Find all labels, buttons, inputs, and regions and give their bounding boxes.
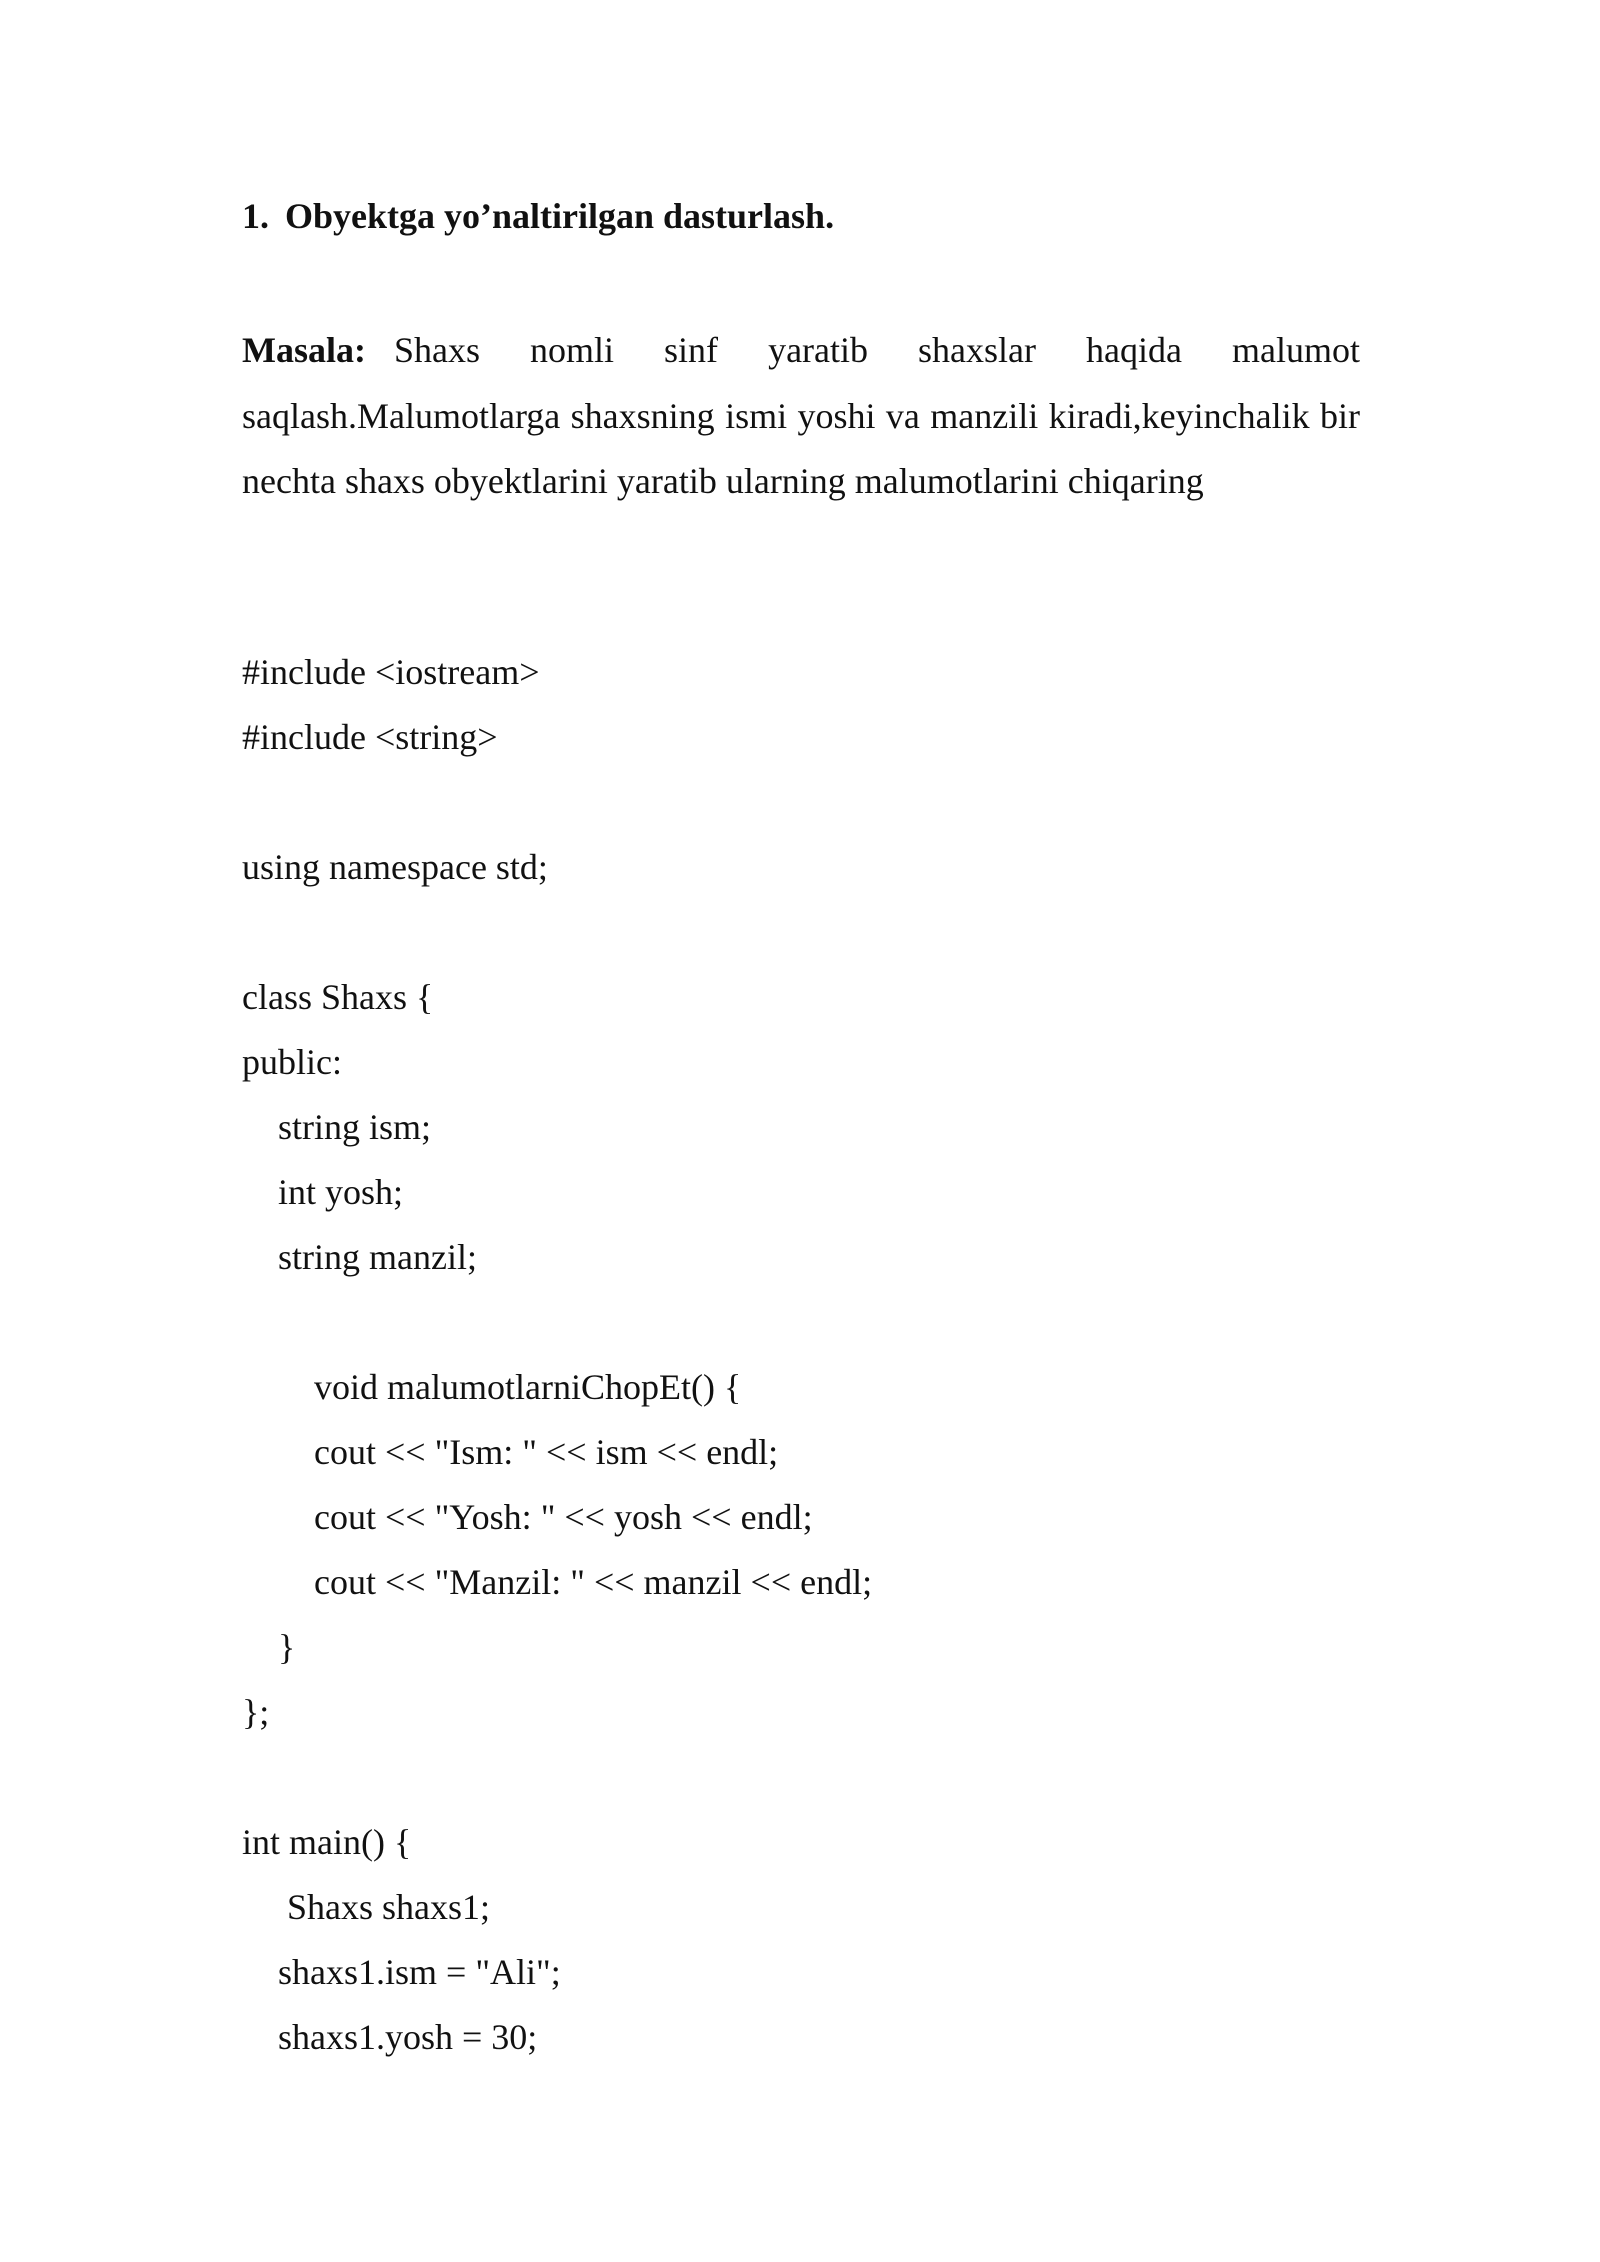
code-line: #include <string> xyxy=(242,717,498,757)
section-heading xyxy=(242,192,834,240)
code-line: }; xyxy=(242,1692,270,1732)
code-line: shaxs1.yosh = 30; xyxy=(242,2017,538,2057)
task-label: Masala: xyxy=(242,330,366,370)
code-line: string manzil; xyxy=(242,1237,477,1277)
code-line: void malumotlarniChopEt() { xyxy=(242,1367,742,1407)
task-text: Shaxs nomli sinf yaratib shaxslar haqida malumot saqlash.Malumotlarga shaxsning ismi yoshi va manzili kiradi,keyinchalik bir nechta shaxs obyektlarini yaratib ularning malumotlarini chiqaring xyxy=(242,330,1360,501)
code-line: Shaxs shaxs1; xyxy=(242,1887,491,1927)
section-number: 1. xyxy=(242,196,269,236)
code-line: using namespace std; xyxy=(242,847,548,887)
code-line: shaxs1.ism = "Ali"; xyxy=(242,1952,561,1992)
code-line: #include <iostream> xyxy=(242,652,540,692)
code-line: string ism; xyxy=(242,1107,432,1147)
code-line: cout << "Ism: " << ism << endl; xyxy=(242,1432,779,1472)
code-line: public: xyxy=(242,1042,342,1082)
code-line: int yosh; xyxy=(242,1172,404,1212)
code-line: cout << "Manzil: " << manzil << endl; xyxy=(242,1562,873,1602)
task-paragraph xyxy=(242,318,1360,515)
code-line: cout << "Yosh: " << yosh << endl; xyxy=(242,1497,813,1537)
code-line: class Shaxs { xyxy=(242,977,434,1017)
section-title: Obyektga yo’naltirilgan dasturlash. xyxy=(285,196,835,236)
code-line: int main() { xyxy=(242,1822,412,1862)
code-line: } xyxy=(242,1627,296,1667)
